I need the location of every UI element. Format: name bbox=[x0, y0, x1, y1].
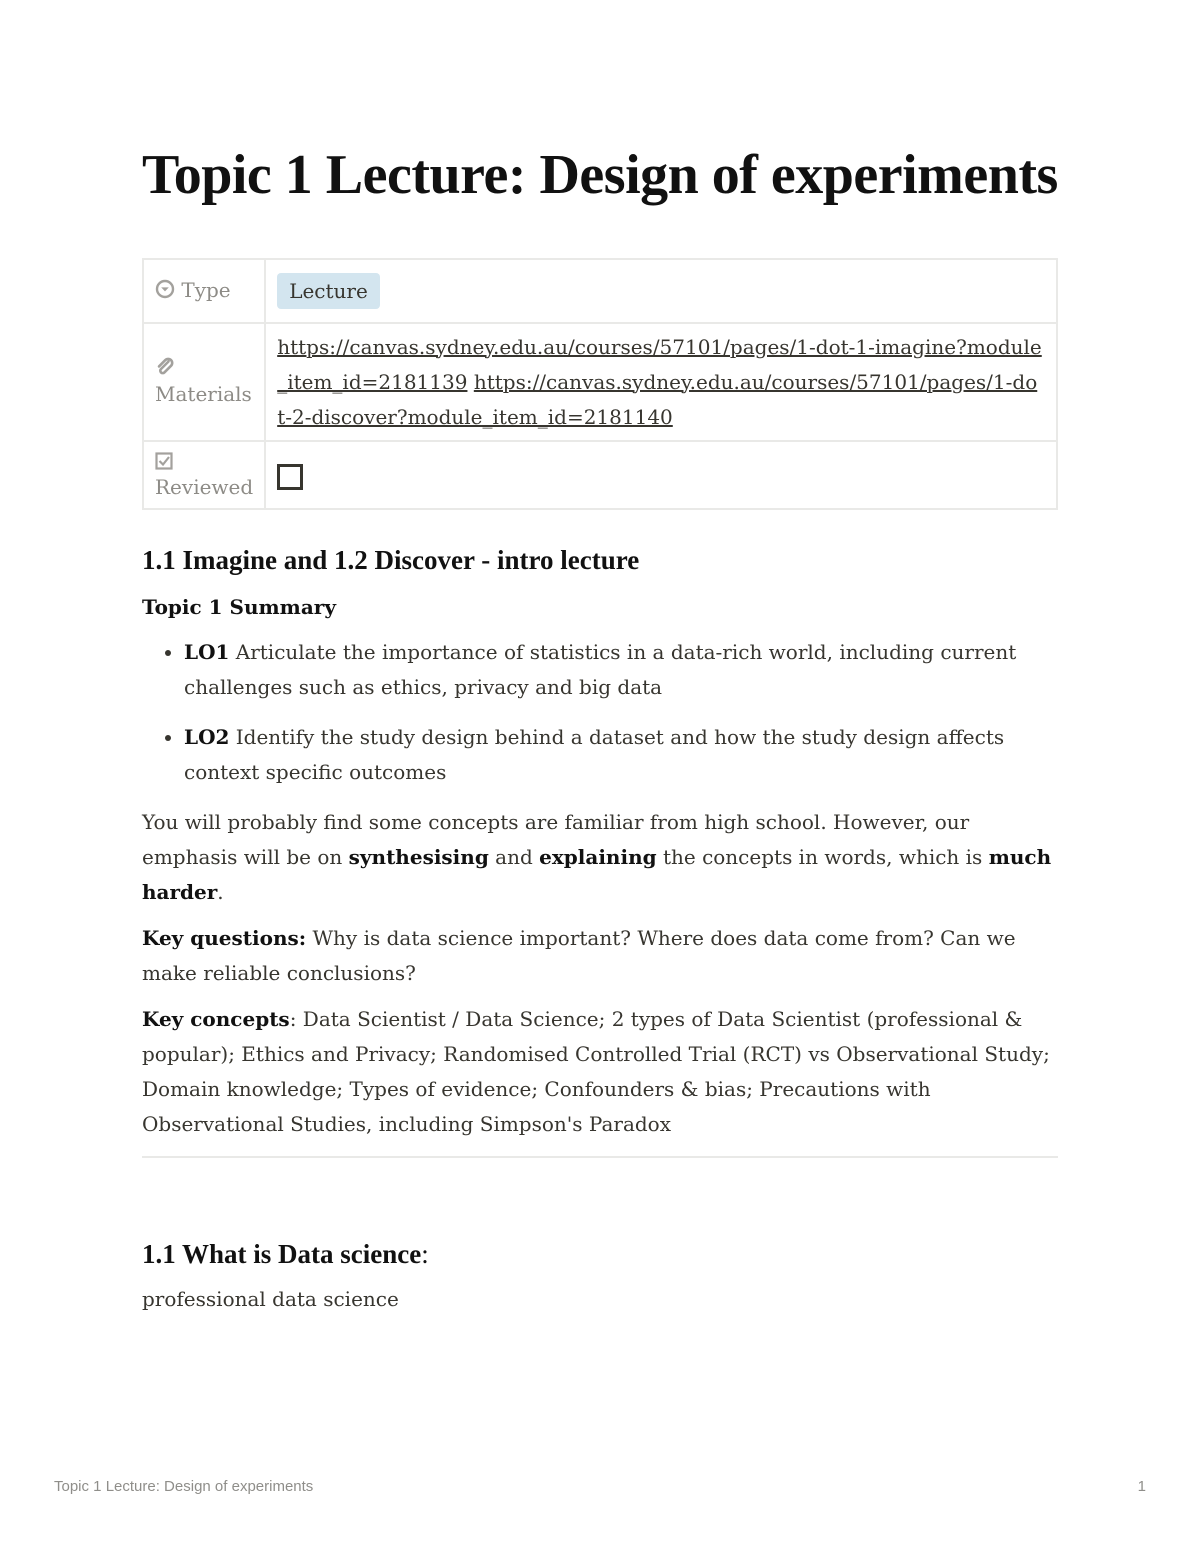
reviewed-checkbox[interactable] bbox=[277, 464, 303, 490]
property-row-type bbox=[143, 259, 1057, 323]
chevron-circle-icon bbox=[155, 278, 175, 306]
page-title: Topic 1 Lecture: Design of experiments bbox=[142, 144, 1058, 206]
list-item bbox=[184, 720, 1058, 790]
property-row-materials bbox=[143, 323, 1057, 441]
page-content bbox=[142, 140, 1058, 1317]
property-name-materials bbox=[143, 323, 265, 441]
outcome-code: LO2 bbox=[184, 725, 230, 749]
material-link-2[interactable]: https://canvas.sydney.edu.au/courses/57101/pages/1-dot-2-discover?module_item_id=2181140 bbox=[277, 369, 1038, 429]
heading-text: 1.1 What is Data science bbox=[142, 1239, 422, 1269]
property-name-type bbox=[143, 259, 265, 323]
section-body: professional data science bbox=[142, 1287, 399, 1311]
property-label-materials: Materials bbox=[155, 382, 252, 406]
paperclip-icon bbox=[155, 356, 253, 380]
summary-label: Topic 1 Summary bbox=[142, 595, 336, 619]
text-run: the concepts in words, which is bbox=[656, 845, 989, 869]
type-tag[interactable]: Lecture bbox=[277, 273, 380, 309]
section-heading-data-science bbox=[142, 1236, 1058, 1272]
property-label-reviewed: Reviewed bbox=[155, 475, 254, 499]
property-row-reviewed bbox=[143, 441, 1057, 509]
outcome-text: Identify the study design behind a dataset and how the study design affects context specific outcomes bbox=[184, 725, 1005, 784]
heading-colon: : bbox=[421, 1239, 429, 1269]
section-heading-imagine-discover: 1.1 Imagine and 1.2 Discover - intro lecture bbox=[142, 545, 640, 575]
page-number: 1 bbox=[1137, 1478, 1146, 1495]
properties-table bbox=[142, 258, 1058, 510]
key-concepts-paragraph bbox=[142, 1002, 1058, 1142]
list-item bbox=[184, 635, 1058, 705]
property-value-type bbox=[265, 259, 1057, 323]
bold-text: synthesising bbox=[348, 845, 489, 869]
text-run: and bbox=[488, 845, 540, 869]
property-name-reviewed bbox=[143, 441, 265, 509]
material-link-1[interactable]: https://canvas.sydney.edu.au/courses/57101/pages/1-dot-1-imagine?module_item_id=2181139 bbox=[277, 334, 1042, 394]
materials-links bbox=[277, 330, 1045, 435]
key-questions-paragraph bbox=[142, 921, 1058, 991]
divider bbox=[142, 1156, 1058, 1158]
text-run: . bbox=[217, 880, 224, 904]
bold-text: much harder bbox=[142, 845, 1052, 904]
checkbox-icon bbox=[155, 449, 253, 473]
key-concepts-label: Key concepts bbox=[142, 1007, 290, 1031]
property-label-type: Type bbox=[181, 278, 231, 303]
property-value-materials bbox=[265, 323, 1057, 441]
bold-text: explaining bbox=[539, 845, 657, 869]
key-questions-label: Key questions: bbox=[142, 926, 307, 950]
key-questions-text: Why is data science important? Where does data come from? Can we make reliable conclusions? bbox=[142, 926, 1016, 985]
text-run: You will probably find some concepts are familiar from high school. However, our emphasis will be on bbox=[142, 810, 970, 869]
property-value-reviewed bbox=[265, 441, 1057, 509]
outcome-code: LO1 bbox=[184, 640, 230, 664]
footer-title: Topic 1 Lecture: Design of experiments bbox=[54, 1478, 314, 1495]
key-concepts-text: : Data Scientist / Data Science; 2 types of Data Scientist (professional & popular); Ethics and Privacy; Randomised Controlled Trial (RCT) vs Observational Study; Domain knowledge; Types of evidence; Confounders & bias; Precautions with Observational Studies, including Simpson's Paradox bbox=[142, 1007, 1050, 1136]
learning-outcomes-list bbox=[142, 635, 1058, 790]
intro-paragraph bbox=[142, 805, 1058, 910]
outcome-text: Articulate the importance of statistics in a data-rich world, including current challenges such as ethics, privacy and big data bbox=[184, 640, 1017, 699]
